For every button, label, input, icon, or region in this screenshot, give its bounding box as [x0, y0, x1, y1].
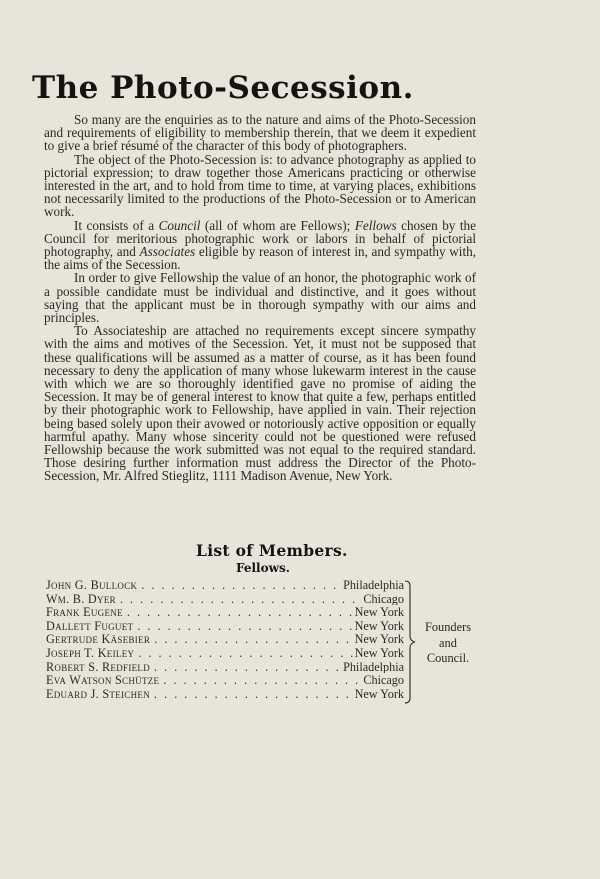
- paragraph: In order to give Fellowship the value of an honor, the photographic work of a possible candidate must be individual and distinctive, and it goes without saying that the applicant must be in thorough sympathy with our aims and principles.: [44, 270, 476, 326]
- list-item: [46, 605, 404, 619]
- page-title: The Photo-Secession.: [32, 70, 414, 106]
- paragraph-text: (all of whom are Fellows);: [200, 217, 355, 233]
- leader-dots: [116, 592, 361, 606]
- group-label-line: Founders: [424, 620, 472, 634]
- member-city: Philadelphia: [343, 659, 404, 674]
- paragraph: To Associateship are attached no requirements except sincere sympathy with the aims and motives of the Secession. Yet, it must not be supposed that these qualifications will be assumed as a matter of course, as it has been found necessary to deny the application of many whose lukewarm interest in the cause with which we are so thoroughly identified gave no promise of aiding the Secession. It may be of general interest to know that quite a few, perhaps entitled by their photographic work to Fellowship, have applied in vain. Their rejection being based solely upon their avowed or notoriously active opposition or equally harmful apathy. Many whose sincerity could not be questioned were refused Fellowship because the work submitted was not equal to the required standard. Those desiring further information must address the Director of the Photo-Secession, Mr. Alfred Stieglitz, 1111 Madison Avenue, New York.: [44, 323, 476, 484]
- list-item: [46, 673, 404, 687]
- member-city: New York: [354, 605, 404, 619]
- list-item: [46, 619, 404, 633]
- body-text: [44, 113, 476, 483]
- member-list: [46, 578, 404, 700]
- member-list-title: List of Members.: [196, 541, 348, 560]
- member-city: New York: [354, 686, 404, 701]
- list-item: [46, 592, 404, 606]
- member-name: Eduard J. Steichen: [46, 686, 150, 701]
- leader-dots: [150, 660, 341, 674]
- paragraph-text: It consists of a: [74, 217, 159, 233]
- group-label-line: and: [439, 635, 457, 650]
- list-item: [46, 578, 404, 592]
- leader-dots: [133, 619, 352, 633]
- member-name: Frank Eugene: [46, 605, 123, 619]
- member-name: Dallett Fuguet: [46, 618, 134, 633]
- emphasis-fellows: Fellows: [354, 217, 397, 233]
- leader-dots: [150, 632, 352, 646]
- emphasis-council: Council: [158, 217, 201, 233]
- emphasis-associates: Associates: [139, 244, 196, 260]
- member-name: Robert S. Redfield: [46, 659, 151, 674]
- member-name: Joseph T. Keiley: [46, 645, 135, 660]
- paragraph: [44, 219, 476, 272]
- list-item: [46, 687, 404, 701]
- member-city: New York: [354, 645, 404, 660]
- paragraph-text: eligible by reason of interest in, and sympathy with, the aims of the Secession.: [44, 244, 477, 273]
- member-name: Eva Watson Schütze: [46, 673, 160, 687]
- leader-dots: [123, 605, 353, 619]
- leader-dots: [159, 673, 361, 687]
- curly-brace-icon: [404, 580, 418, 704]
- list-item: [46, 660, 404, 674]
- paragraph-text: chosen by the Council for meritorious photographic work or labors in behalf of pictorial photography, and: [44, 217, 476, 260]
- member-name: Wm. B. Dyer: [46, 591, 116, 606]
- member-city: New York: [354, 632, 404, 646]
- leader-dots: [150, 687, 353, 701]
- founders-council-label: [418, 620, 478, 667]
- list-item: [46, 632, 404, 646]
- list-item: [46, 646, 404, 660]
- paragraph: The object of the Photo-Secession is: to advance photography as applied to pictorial expression; to draw together those Americans practicing or otherwise interested in the art, and to hold from time to time, at varying places, exhibitions not necessarily limited to the productions of the Photo-Secession or to American work.: [44, 151, 476, 220]
- member-city: Chicago: [363, 591, 404, 606]
- member-city: Chicago: [363, 673, 404, 687]
- paragraph: So many are the enquiries as to the nature and aims of the Photo-Secession and requirements of eligibility to membership therein, that we deem it expedient to give a brief résumé of the character of this body of photographers.: [44, 112, 476, 154]
- leader-dots: [137, 578, 341, 592]
- group-label-line: Council.: [426, 651, 470, 665]
- member-city: New York: [354, 618, 404, 633]
- fellows-heading: Fellows.: [236, 561, 290, 575]
- member-city: Philadelphia: [343, 578, 404, 592]
- member-name: John G. Bullock: [46, 578, 138, 592]
- member-name: Gertrude Käsebier: [46, 632, 151, 646]
- leader-dots: [134, 646, 352, 660]
